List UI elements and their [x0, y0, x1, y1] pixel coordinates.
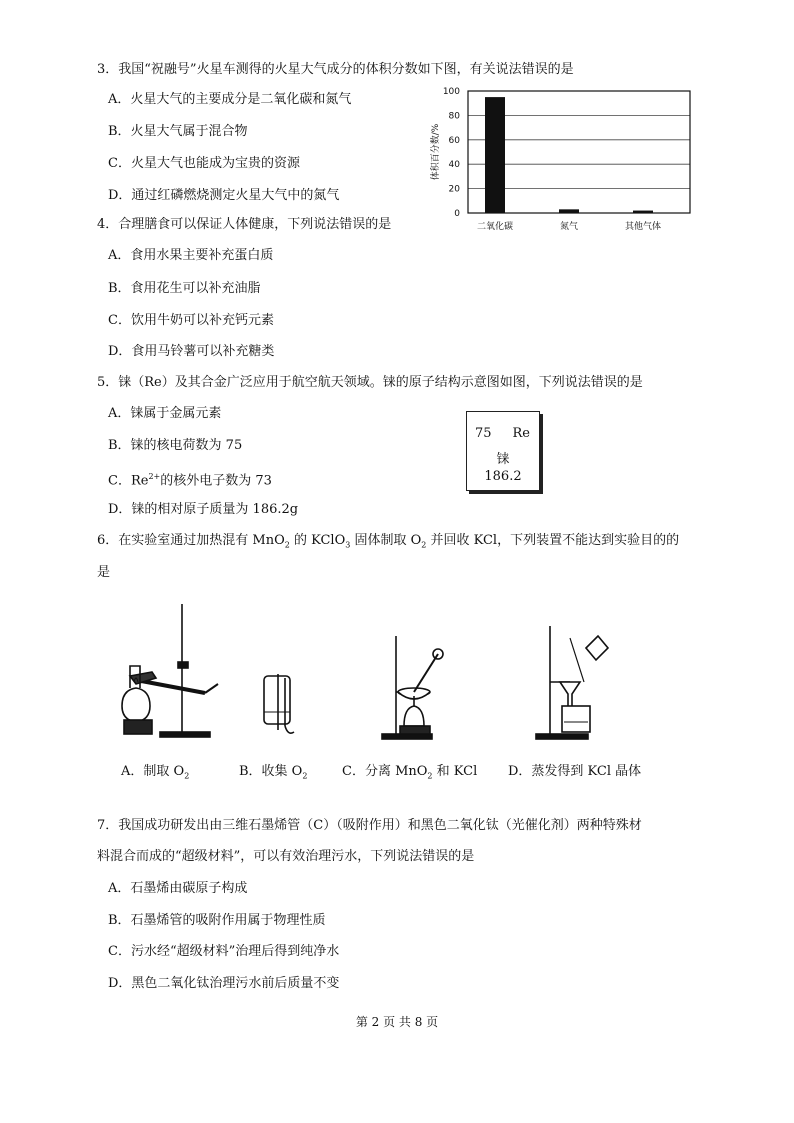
y-tick-label: 20: [448, 184, 460, 195]
q4-option-b: B．食用花生可以补充油脂: [108, 281, 261, 296]
q7-option-c: C．污水经“超级材料”治理后得到纯净水: [108, 944, 340, 959]
apparatus-c-filtration: [382, 636, 443, 739]
q4-option-a: A．食用水果主要补充蛋白质: [108, 248, 274, 263]
page-footer: 第 2 页 共 8 页: [355, 1015, 439, 1029]
y-tick-label: 80: [448, 111, 460, 122]
y-tick-label: 40: [448, 160, 460, 171]
q3-option-c: C．火星大气也能成为宝贵的资源: [108, 156, 300, 171]
q5-option-a: A．铼属于金属元素: [108, 406, 222, 421]
y-tick-label: 60: [448, 135, 460, 146]
q7-stem: 7．我国成功研发出由三维石墨烯管（C）（吸附作用）和黑色二氧化钛（光催化剂）两种特殊材: [97, 818, 642, 833]
x-tick-label: 二氧化碳: [476, 222, 514, 231]
caption-a: A．制取 $O_2$: [121, 764, 190, 781]
q5-option-b: B．铼的核电荷数为 75: [108, 438, 243, 453]
y-tick-label: 0: [454, 209, 460, 219]
q7-option-a: A．石墨烯由碳原子构成: [108, 881, 248, 896]
q6-stem: 6．在实验室通过加热混有 MnO$_2$ 的 KClO$_3$ 固体制取 $O_2$ 并回收 KCl，下列装置不能达到实验目的的: [97, 533, 680, 550]
q3-option-a: A．火星大气的主要成分是二氧化碳和氮气: [108, 92, 352, 107]
apparatus-d-evaporation: [536, 626, 608, 739]
y-tick-label: 100: [442, 87, 460, 97]
q4-option-c: C．饮用牛奶可以补充钙元素: [108, 313, 274, 328]
atomic-number: 75: [475, 426, 492, 441]
bar-氮气: [559, 209, 579, 213]
rhenium-element-card: [466, 411, 540, 491]
x-tick-label: 氮气: [559, 222, 579, 231]
q3-stem: 3．我国“祝融号”火星车测得的火星大气成分的体积分数如下图，有关说法错误的是: [97, 62, 574, 77]
element-name: 铼: [496, 452, 510, 467]
x-tick-label: 其他气体: [624, 222, 662, 231]
q4-stem: 4．合理膳食可以保证人体健康，下列说法错误的是: [97, 217, 392, 232]
caption-d: D．蒸发得到 KCl 晶体: [508, 764, 642, 779]
mars-atmosphere-bar-chart: [428, 83, 698, 231]
caption-c: C．分离 MnO$_2$ 和 KCl: [342, 764, 478, 781]
bar-二氧化碳: [485, 97, 505, 213]
caption-b: B．收集 $O_2$: [239, 764, 308, 781]
apparatus-b-gas-bottle: [264, 674, 294, 733]
q3-option-d: D．通过红磷燃烧测定火星大气中的氮气: [108, 188, 340, 203]
q7-option-b: B．石墨烯管的吸附作用属于物理性质: [108, 913, 326, 928]
q6-stem-line2: 是: [97, 565, 111, 580]
q4-option-d: D．食用马铃薯可以补充糖类: [108, 344, 275, 359]
q7-stem-line2: 料混合而成的“超级材料”，可以有效治理污水，下列说法错误的是: [97, 849, 475, 864]
element-symbol: Re: [512, 426, 530, 441]
q3-option-b: B．火星大气属于混合物: [108, 124, 248, 139]
q5-option-d: D．铼的相对原子质量为 186.2g: [108, 502, 299, 517]
apparatus-a-heating: [122, 604, 218, 737]
q5-option-c: C．$Re^{2+}$的核外电子数为 73: [108, 472, 272, 489]
q7-option-d: D．黑色二氧化钛治理污水前后质量不变: [108, 976, 340, 991]
atomic-mass: 186.2: [484, 469, 522, 484]
bar-其他气体: [633, 211, 653, 213]
y-axis-label: 体积百分数/%: [431, 123, 441, 181]
q5-stem: 5．铼（Re）及其合金广泛应用于航空航天领域。铼的原子结构示意图如图，下列说法错误的是: [97, 375, 643, 390]
lab-apparatus-figure: [100, 596, 660, 746]
